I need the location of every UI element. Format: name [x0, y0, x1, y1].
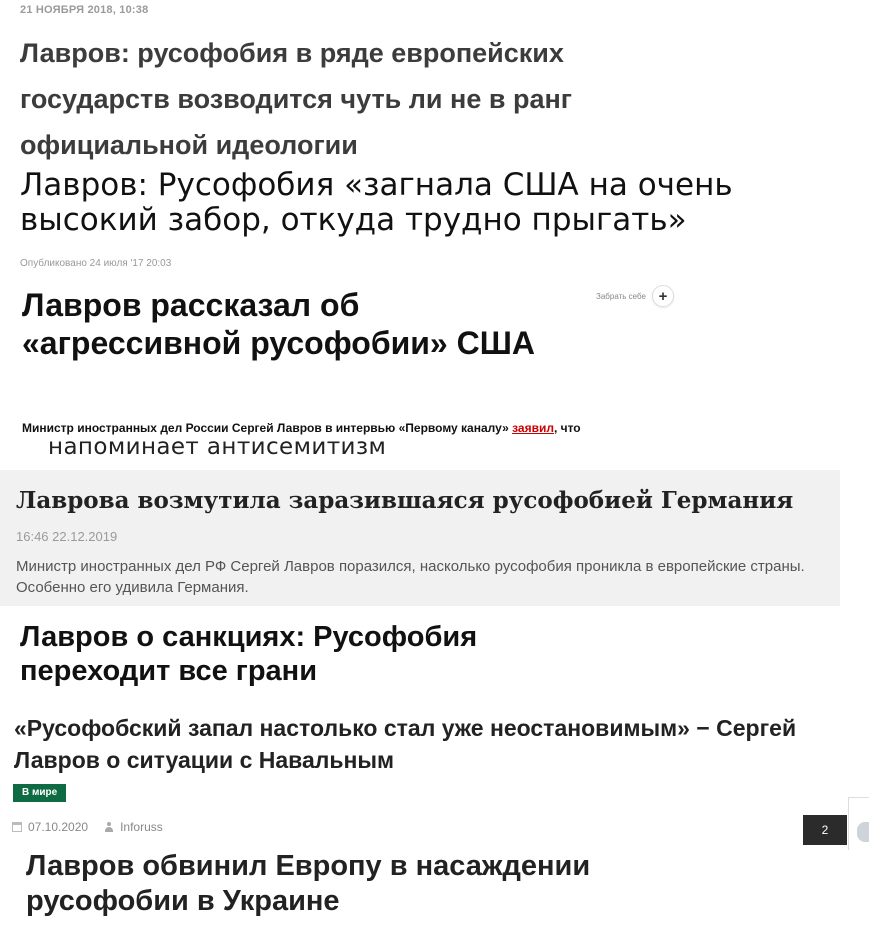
headline[interactable]: Лавров обвинил Европу в насаждении русофобии в Украине [26, 850, 591, 917]
avatar-icon [857, 822, 869, 842]
lead-prefix: Министр иностранных дел России Сергей Лавров в интервью «Первому каналу» [22, 421, 513, 435]
headline[interactable]: Лавров о санкциях: Русофобия переходит все грани [20, 621, 478, 687]
headline[interactable]: Лавров рассказал об «агрессивной русофобии» США [22, 287, 535, 361]
lead-continuation: напоминает антисемитизм [48, 434, 387, 460]
article-date: 07.10.2020 [28, 820, 89, 834]
lead-suffix: , что [553, 421, 581, 435]
lead-text [22, 421, 581, 435]
calendar-icon [12, 822, 22, 832]
article-summary: Министр иностранных дел РФ Сергей Лавров поразился, насколько русофобия проникла в европейские страны. Особенно его удивила Германия. [16, 558, 805, 596]
save-button[interactable] [596, 285, 674, 307]
headline[interactable]: Лавров: Русофобия «загнала США на очень высокий забор, откуда трудно прыгать» [20, 167, 733, 238]
published-date: Опубликовано 24 июля '17 20:03 [20, 258, 172, 269]
save-label: Забрать себе [596, 291, 646, 301]
plus-icon[interactable]: + [652, 285, 674, 307]
headline[interactable]: «Русофобский запал настолько стал уже неостановимым» − Сергей Лавров о ситуации с Навальным [14, 715, 797, 773]
user-icon [104, 822, 114, 832]
article-meta [12, 820, 163, 834]
headline[interactable]: Лавров: русофобия в ряде европейских государств возводится чуть ли не в ранг официальной идеологии [20, 38, 573, 160]
article-date: 21 НОЯБРЯ 2018, 10:38 [20, 4, 149, 16]
said-link[interactable]: заявил [512, 421, 554, 435]
page-number-button[interactable]: 2 [803, 815, 847, 845]
category-badge[interactable]: В мире [13, 784, 66, 802]
article-date: 16:46 22.12.2019 [16, 529, 118, 544]
headline[interactable]: Лаврова возмутила заразившаяся русофобией Германия [16, 487, 794, 514]
article-author[interactable]: Inforuss [120, 820, 163, 834]
